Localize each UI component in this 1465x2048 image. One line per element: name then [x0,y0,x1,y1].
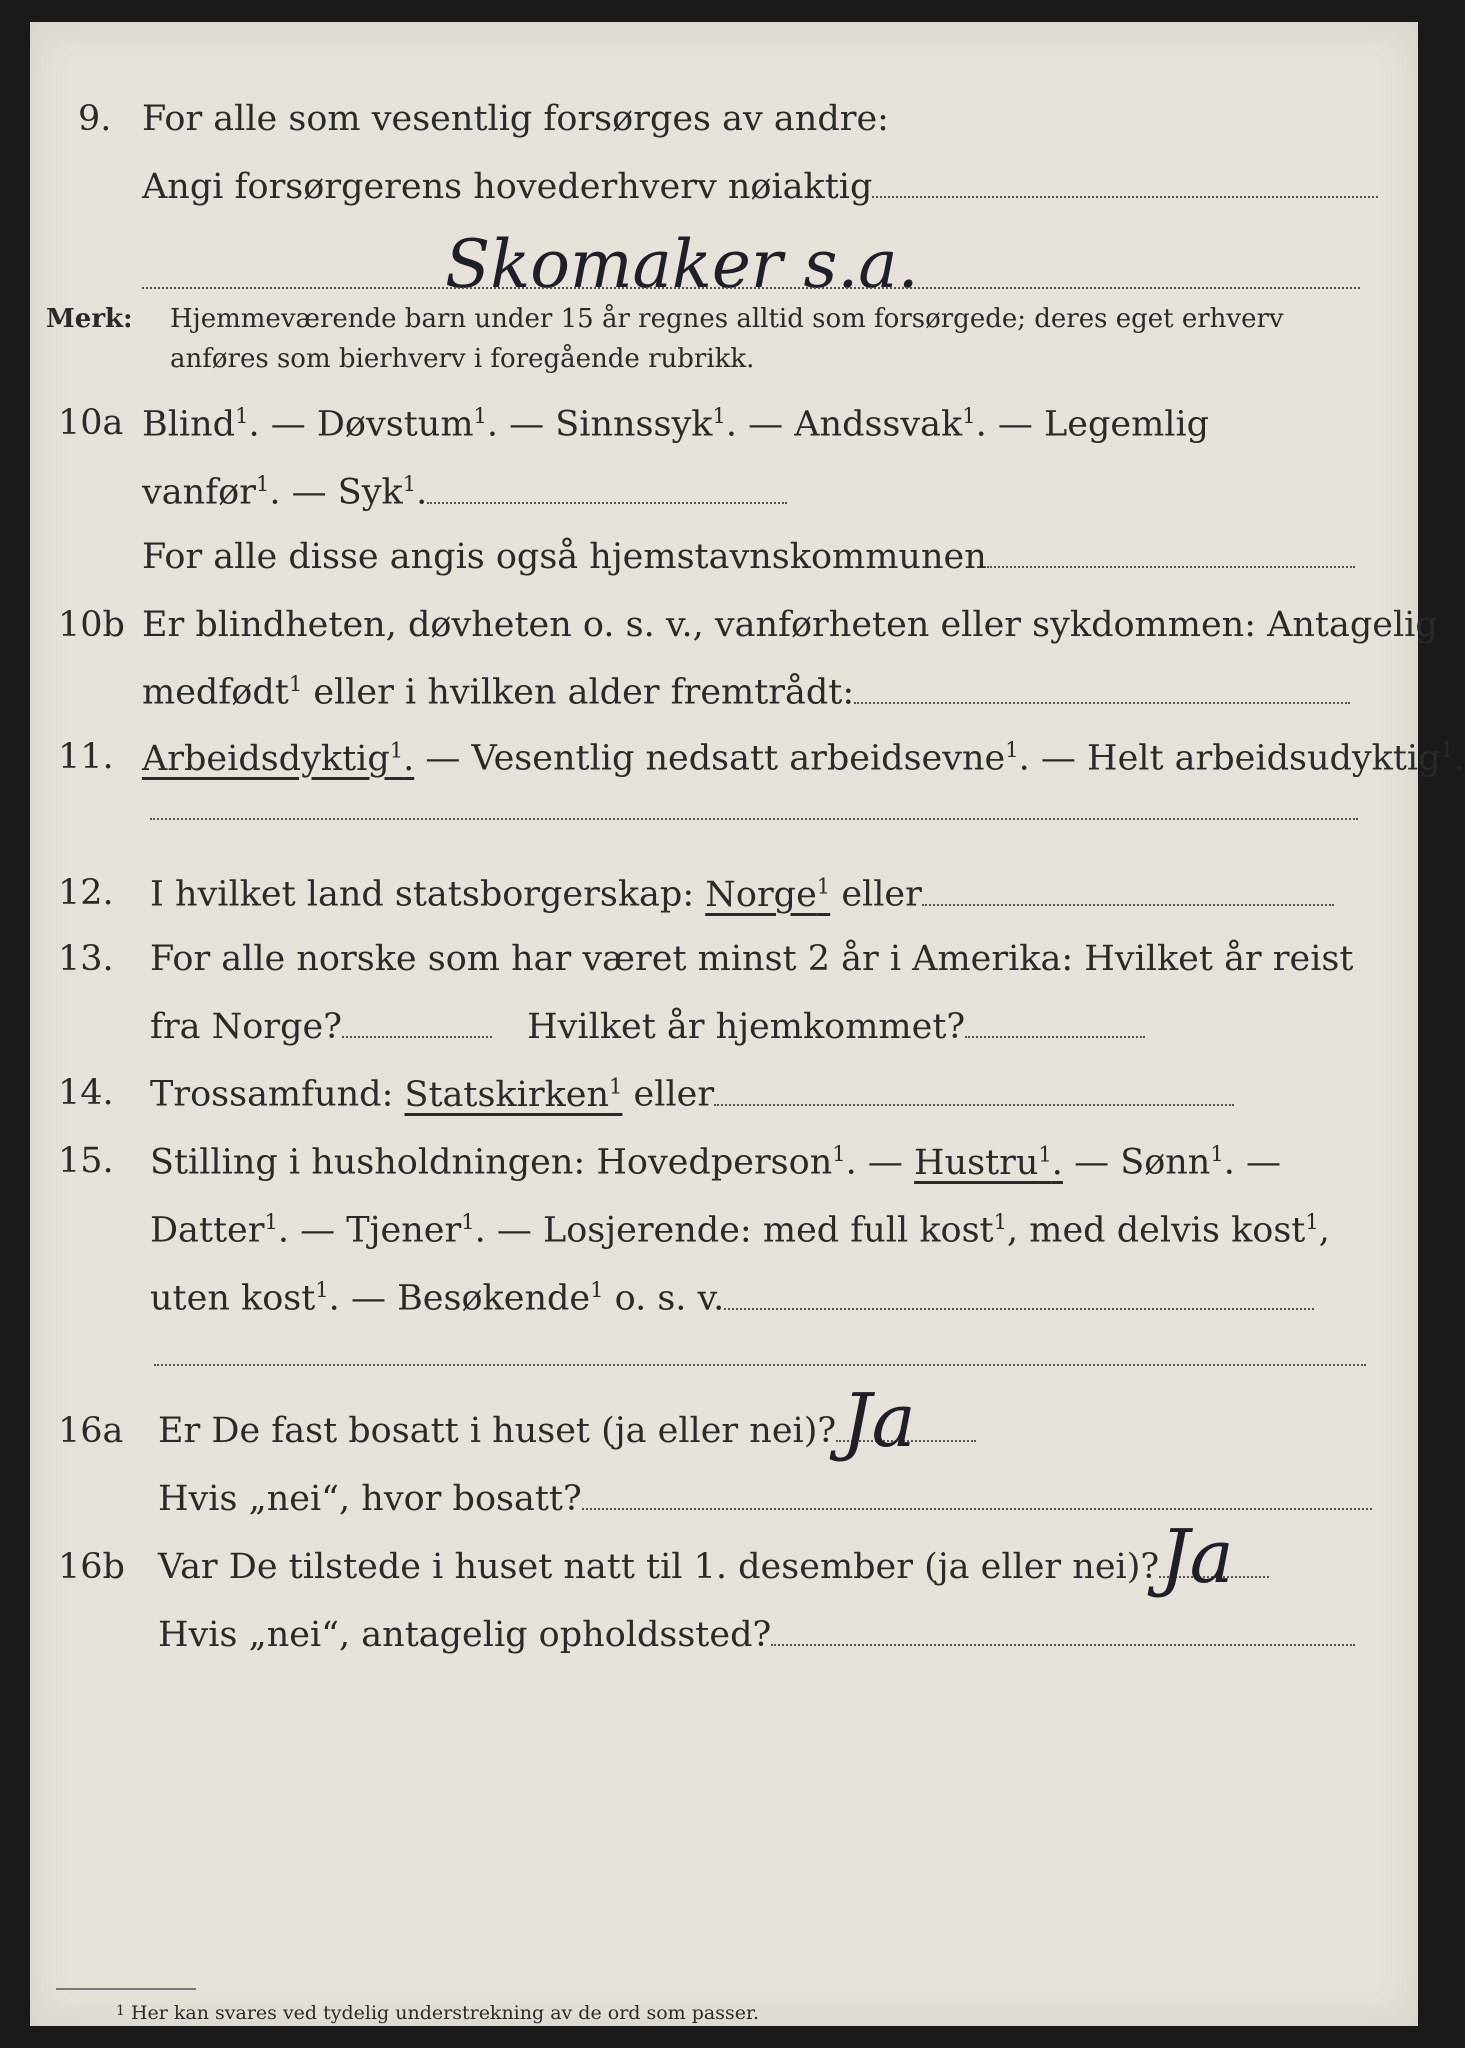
q10a-syk-dots [427,501,787,504]
q12-line [150,876,1334,913]
opt-losjerende: Losjerende: [542,1210,752,1251]
opt-medfodt: medfødt [142,672,289,713]
opt-hovedperson: Hovedperson [596,1142,833,1183]
q16b-line1 [158,1547,1269,1587]
dash: — [270,404,306,445]
q10b-line2-dots [854,701,1350,704]
q10a-number: 10a [58,403,124,443]
dash: — [350,1278,386,1319]
footnote-rule [56,1988,196,1990]
q10a-line3-dots [987,565,1355,568]
opt-hustru-underlined: Hustru$^1$. [914,1142,1063,1183]
q12-prefix: I hvilket land statsborgerskap: [150,874,695,915]
q13-line2 [150,1007,1145,1047]
footnote-text: Her kan svares ved tydelig understrekning av de ord som passer. [130,2002,759,2024]
sup: 1 [712,404,726,428]
sup: 1 [389,738,404,762]
opt-hustru: Hustru [914,1142,1039,1183]
q15-dotted-line [154,1364,1366,1366]
merk-label: Merk: [46,304,133,334]
q10a-line1: Blind$^1$. — Døvstum$^1$. — Sinnssyk$^1$. — Andssvak$^1$. — Legemlig [142,404,1210,445]
dash: — [867,1142,903,1183]
sup: 1 [315,1278,329,1302]
q10b-line2 [142,674,1350,711]
q14-dots [714,1103,1234,1106]
sup: 1 [1005,738,1019,762]
opt-syk: Syk [337,472,403,513]
q9-handwritten-answer: Skomaker s.a. [445,226,919,303]
sup: 1 [461,1210,475,1234]
q13-fra-dots [342,1035,492,1038]
q9-line2-dots [872,195,1378,198]
dash: — [291,472,327,513]
dash: — [748,404,784,445]
sup: 1 [473,404,487,428]
q15-prefix: Stilling i husholdningen: [150,1142,586,1183]
q16b-line1-text: Var De tilstede i huset natt til 1. desember (ja eller nei)? [158,1547,1160,1587]
sup: 1 [1305,1210,1319,1234]
q16a-handwritten-answer: Ja [842,1378,916,1464]
sup: 1 [993,1210,1007,1234]
q15-number: 15. [58,1141,114,1181]
merk-line2: anføres som bierhverv i foregående rubrikk. [170,344,755,374]
q13-hjem-dots [965,1035,1145,1038]
q14-suffix: eller [633,1074,715,1115]
opt-tjener: Tjener [346,1210,462,1251]
opt-sonn: Sønn [1120,1142,1211,1183]
q11-line: Arbeidsdyktig$^1$. — Vesentlig nedsatt arbeidsevne$^1$. — Helt arbeidsudyktig$^1$. [142,738,1465,779]
opt-nedsatt: Vesentlig nedsatt arbeidsevne [471,738,1006,779]
opt-statskirken-underlined [405,1075,623,1115]
q9-line2 [142,167,1378,207]
sup: 1 [962,404,976,428]
footnote [116,2004,759,2023]
q15-line1: Stilling i husholdningen: Hovedperson$^1$. — Hustru$^1$. — Sønn$^1$. — [150,1142,1281,1183]
opt-blind: Blind [142,404,236,445]
sup: 1 [264,1210,278,1234]
q12-number: 12. [58,873,114,913]
sup: 1 [590,1278,604,1302]
q13-line1: For alle norske som har været minst 2 år i Amerika: Hvilket år reist [150,939,1354,979]
census-form-page [30,22,1465,2026]
q15-osv: o. s. v. [614,1278,725,1319]
sup: 1 [816,874,831,898]
q10a-line3 [142,537,1355,577]
q11-dotted-line [150,818,1358,820]
sup: 1 [832,1142,846,1166]
sup: 1 [1440,738,1454,762]
opt-arbeidsdyktig: Arbeidsdyktig [142,738,390,779]
dash: — [509,404,545,445]
q16a-number: 16a [58,1411,124,1451]
sup: 1 [1210,1142,1224,1166]
q16b-line2-dots [771,1643,1355,1646]
q16b-handwritten-answer: Ja [1160,1514,1234,1600]
sup: 1 [255,472,270,496]
q14-line [150,1076,1234,1113]
opt-legemlig: Legemlig [1044,404,1210,445]
q15-line3: uten kost$^1$. — Besøkende$^1$ o. s. v. [150,1280,1314,1317]
opt-besokende: Besøkende [397,1278,591,1319]
q10a-line2: vanfør$^1$. — Syk$^1$. [142,474,787,511]
q14-number: 14. [58,1073,114,1113]
dash: — [1040,738,1076,779]
q13-fra: fra Norge? [150,1007,342,1047]
dash: — [1246,1142,1281,1183]
opt-statskirken: Statskirken [404,1074,610,1115]
q16a-line2-text: Hvis „nei“, hvor bosatt? [158,1479,582,1519]
sup: 1 [402,472,417,496]
q16b-number: 16b [58,1547,125,1587]
opt-andssvak: Andssvak [794,404,963,445]
q12-dots [922,903,1334,906]
footnote-mark: 1 [116,2003,125,2019]
opt-delvis-kost: med delvis kost [1029,1210,1306,1251]
q16b-line2-text: Hvis „nei“, antagelig opholdssted? [158,1615,772,1655]
q10a-line3-text: For alle disse angis også hjemstavnskommunen [142,537,987,577]
q16a-line2-dots [582,1507,1372,1510]
q9-number: 9. [78,99,112,139]
q12-suffix: eller [841,874,922,915]
opt-udyktig: Helt arbeidsudyktig [1087,738,1441,779]
q16a-line1-text: Er De fast bosatt i huset (ja eller nei)? [158,1411,837,1451]
q9-answer-dotted-line [142,287,1360,289]
q10b-number: 10b [58,605,125,645]
q15-line2: Datter$^1$. — Tjener$^1$. — Losjerende: med full kost$^1$, med delvis kost$^1$, [150,1210,1330,1251]
sup: 1 [235,404,249,428]
opt-sinnssyk: Sinnssyk [555,404,713,445]
q11-number: 11. [58,737,114,777]
q16b-line2 [158,1615,1355,1655]
q14-prefix: Trossamfund: [150,1074,394,1115]
q13-hjem: Hvilket år hjemkommet? [527,1007,966,1047]
sup: 1 [288,672,303,696]
opt-vanfor: vanfør [142,472,256,513]
opt-full-kost: med full kost [762,1210,994,1251]
dash: — [300,1210,336,1251]
dash: — [997,404,1033,445]
opt-norge-underlined [705,875,830,915]
q10b-line1: Er blindheten, døvheten o. s. v., vanførheten eller sykdommen: Antagelig [142,605,1438,645]
q13-number: 13. [58,939,114,979]
sup: 1 [609,1074,623,1098]
opt-uten-kost: uten kost [150,1278,316,1319]
q10b-line2-text: eller i hvilken alder fremtrådt: [313,672,855,713]
opt-datter: Datter [150,1210,265,1251]
q16a-line2 [158,1479,1372,1519]
merk-line1: Hjemmeværende barn under 15 år regnes alltid som forsørgede; deres eget erhverv [170,304,1284,334]
opt-dovstum: Døvstum [316,404,474,445]
sup: 1 [1038,1142,1052,1166]
q9-line1: For alle som vesentlig forsørges av andre: [142,99,889,139]
dash: — [1074,1142,1110,1183]
opt-norge: Norge [705,874,817,915]
q9-line2-text: Angi forsørgerens hovederhverv nøiaktig [142,167,873,207]
dash: — [496,1210,532,1251]
dash: — [425,738,461,779]
q15-dots [724,1307,1314,1310]
opt-arbeidsdyktig-underlined: Arbeidsdyktig$^1$. [142,738,415,779]
